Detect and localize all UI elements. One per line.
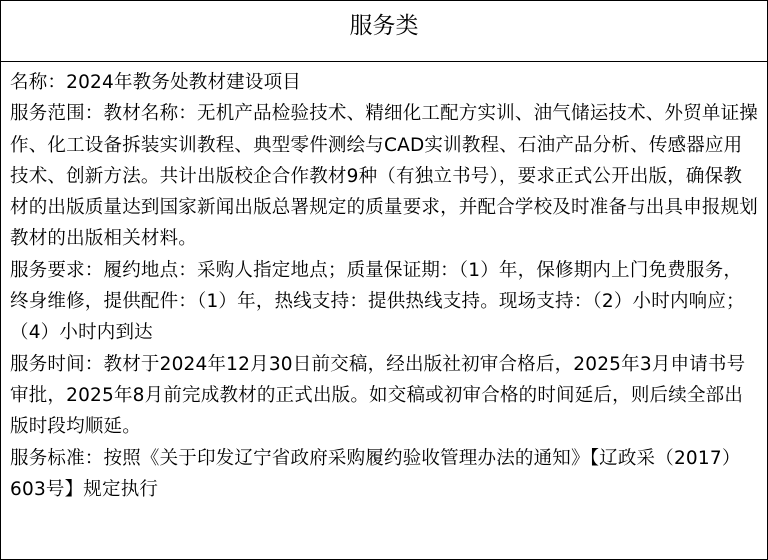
service-requirements: 服务要求：履约地点：采购人指定地点；质量保证期：（1）年，保修期内上门免费服务，终身维修，提供配件：（1）年，热线支持：提供热线支持。现场支持：（2）小时内响应；（4）小时内到达	[10, 259, 745, 344]
service-standard: 服务标准：按照《关于印发辽宁省政府采购履约验收管理办法的通知》【辽政采（2017）603号】规定执行	[10, 447, 741, 500]
service-time: 服务时间：教材于2024年12月30日前交稿，经出版社初审合格后，2025年3月申请书号审批，2025年8月前完成教材的正式出版。如交稿或初审合格的时间延后，则后续全部出版时段均顺延。	[10, 353, 746, 438]
project-name: 名称：2024年教务处教材建设项目	[10, 72, 301, 93]
table-content	[1, 62, 767, 505]
table-title: 服务类	[1, 1, 767, 62]
service-scope: 服务范围：教材名称：无机产品检验技术、精细化工配方实训、油气储运技术、外贸单证操作、化工设备拆装实训教程、典型零件测绘与CAD实训教程、石油产品分析、传感器应用技术、创新方法。共计出版校企合作教材9种（有独立书号），要求正式公开出版，确保教材的出版质量达到国家新闻出版总署规定的质量要求，并配合学校及时准备与出具申报规划教材的出版相关材料。	[10, 103, 759, 250]
